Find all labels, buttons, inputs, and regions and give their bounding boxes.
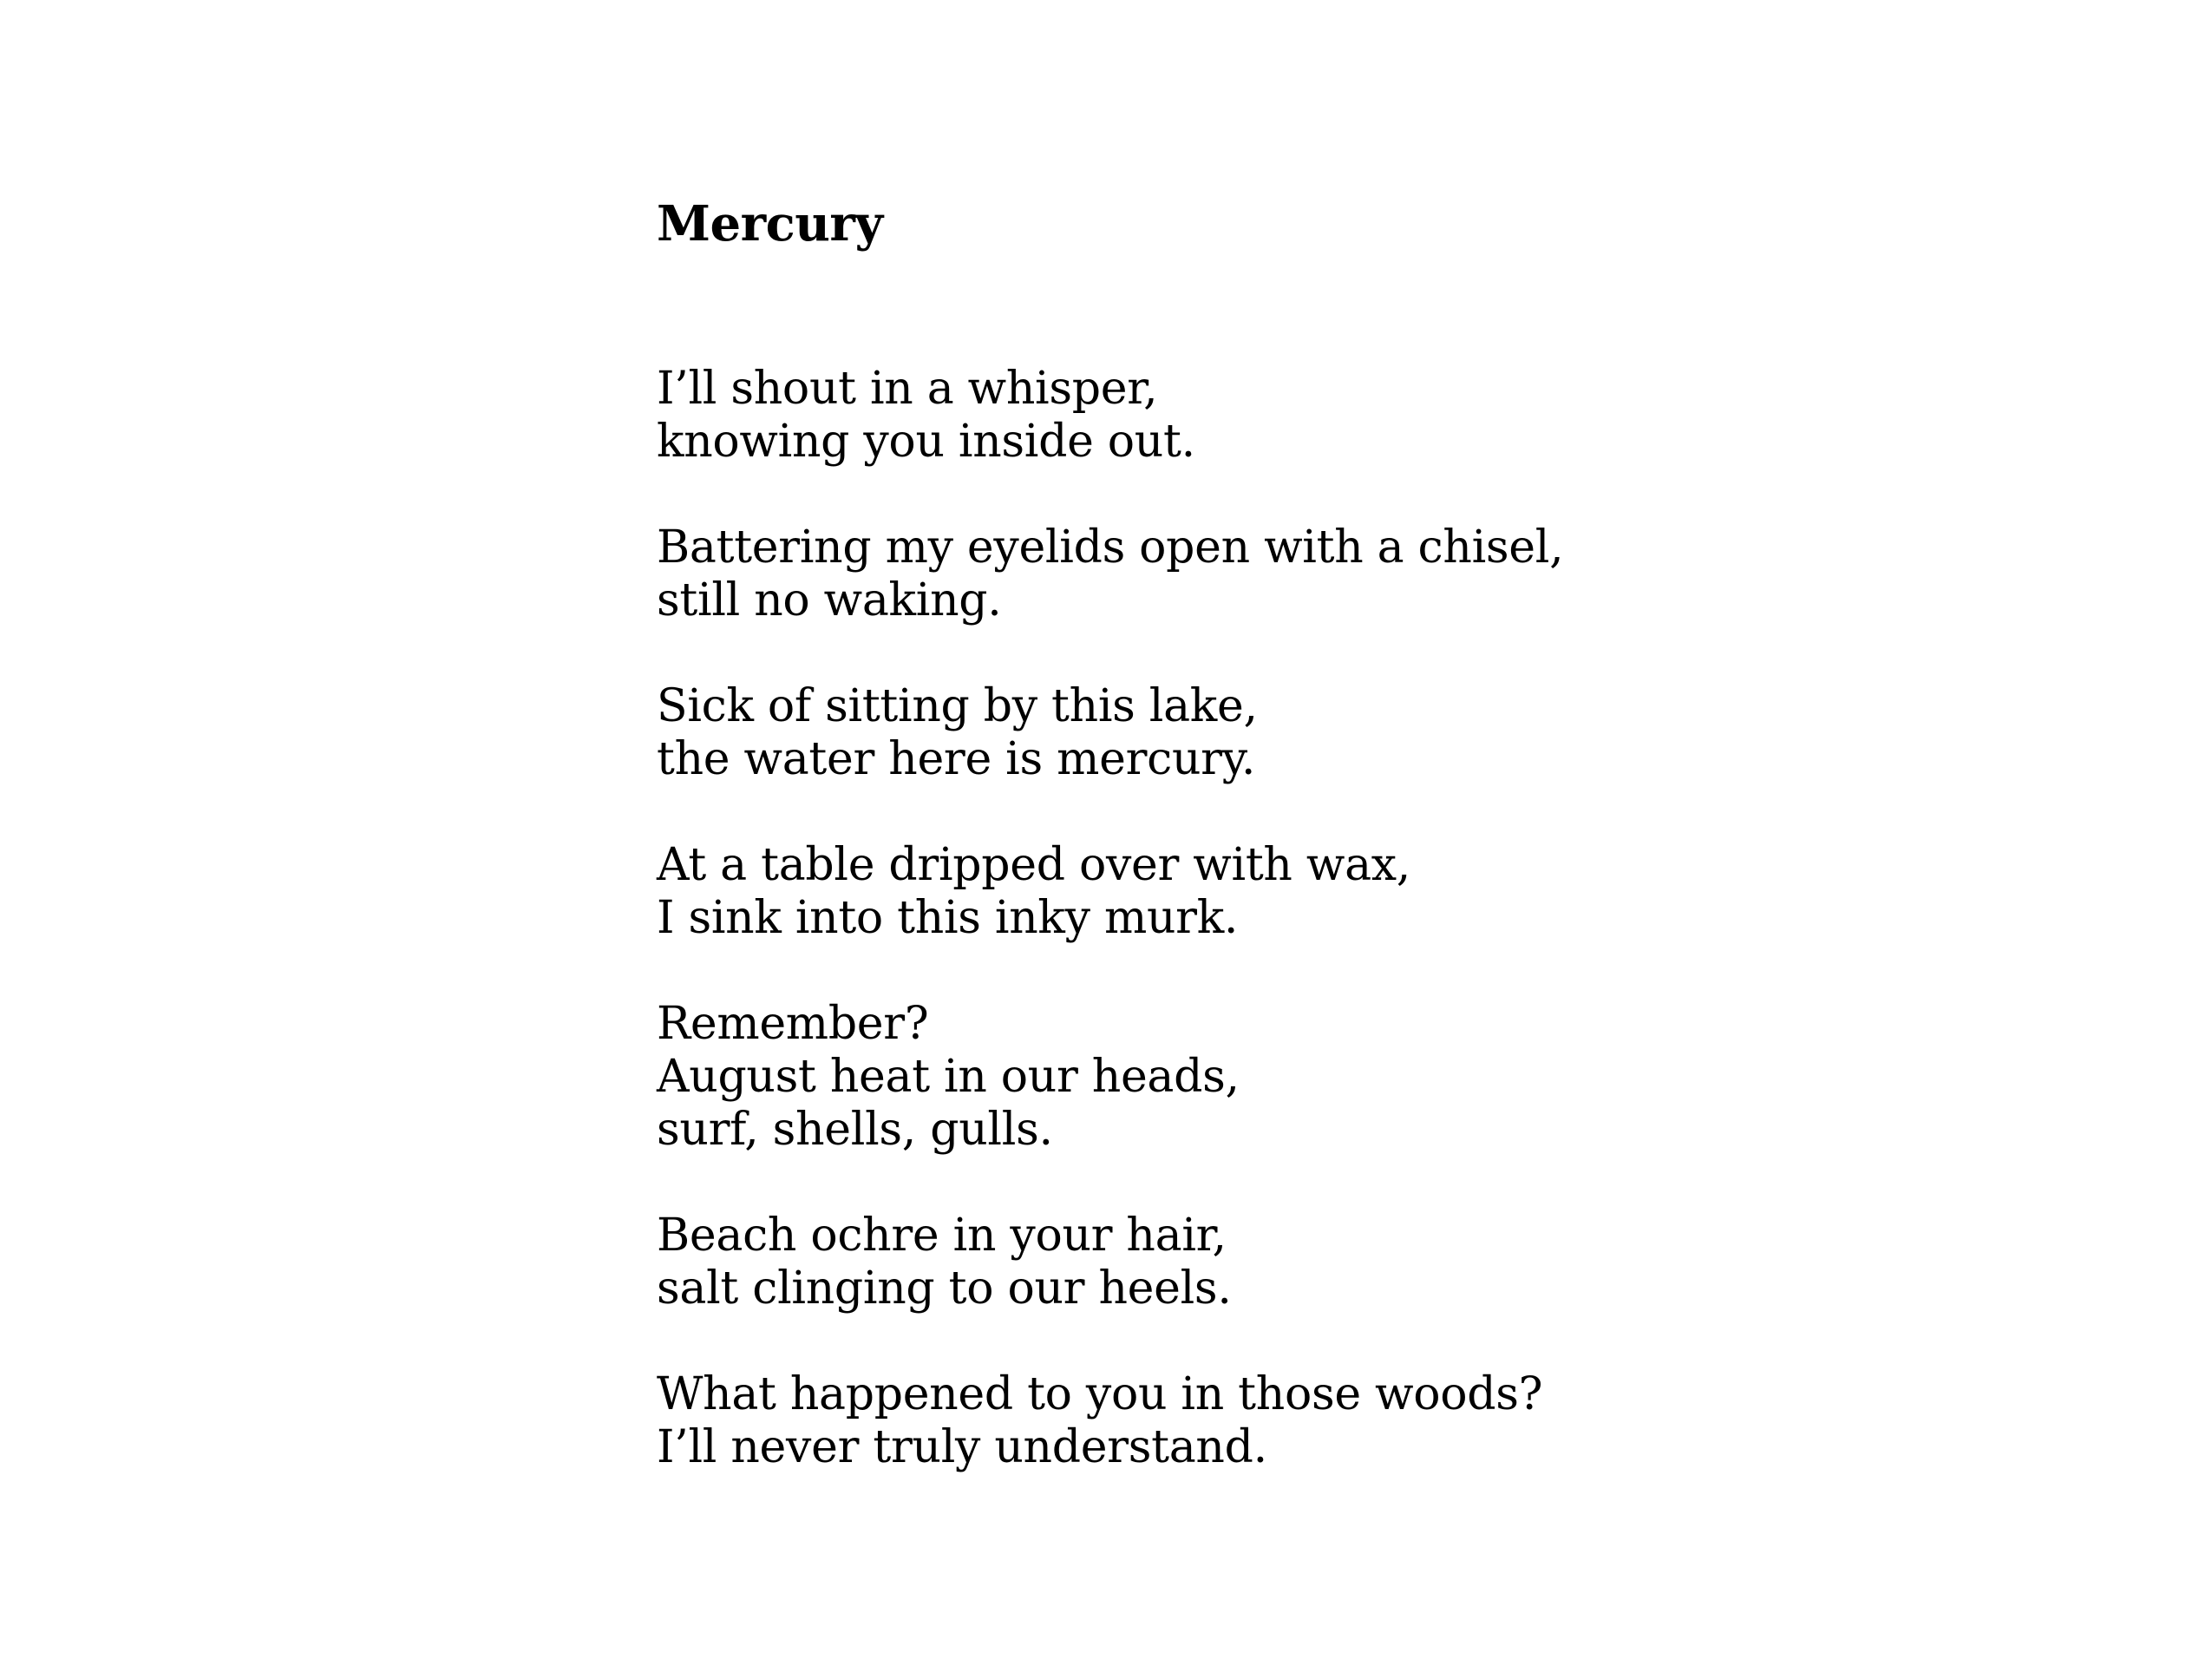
poem-line: I’ll shout in a whisper, <box>657 363 1158 415</box>
stanza <box>657 521 1784 627</box>
stanza <box>657 839 1784 945</box>
stanza <box>657 363 1784 469</box>
poem-line: surf, shells, gulls. <box>657 1104 1053 1156</box>
poem <box>657 189 1784 1527</box>
poem-line: Beach ochre in your hair, <box>657 1210 1227 1262</box>
poem-line: still no waking. <box>657 574 1002 626</box>
poem-line: knowing you inside out. <box>657 416 1195 468</box>
stanza <box>657 680 1784 786</box>
poem-line: I sink into this inky murk. <box>657 892 1239 944</box>
poem-line: I’ll never truly understand. <box>657 1421 1267 1473</box>
poem-line: Battering my eyelids open with a chisel, <box>657 521 1564 574</box>
poem-line: Remember? <box>657 998 929 1050</box>
stanza <box>657 998 1784 1157</box>
poem-line: August heat in our heads, <box>657 1051 1240 1103</box>
poem-line: salt clinging to our heels. <box>657 1262 1232 1315</box>
poem-line: At a table dripped over with wax, <box>657 839 1411 891</box>
poem-title: Mercury <box>657 195 883 252</box>
stanza <box>657 1368 1784 1474</box>
stanza <box>657 1210 1784 1315</box>
poem-body <box>657 363 1784 1474</box>
poem-line: the water here is mercury. <box>657 733 1256 785</box>
poem-line: What happened to you in those woods? <box>657 1368 1543 1420</box>
poem-line: Sick of sitting by this lake, <box>657 680 1258 732</box>
